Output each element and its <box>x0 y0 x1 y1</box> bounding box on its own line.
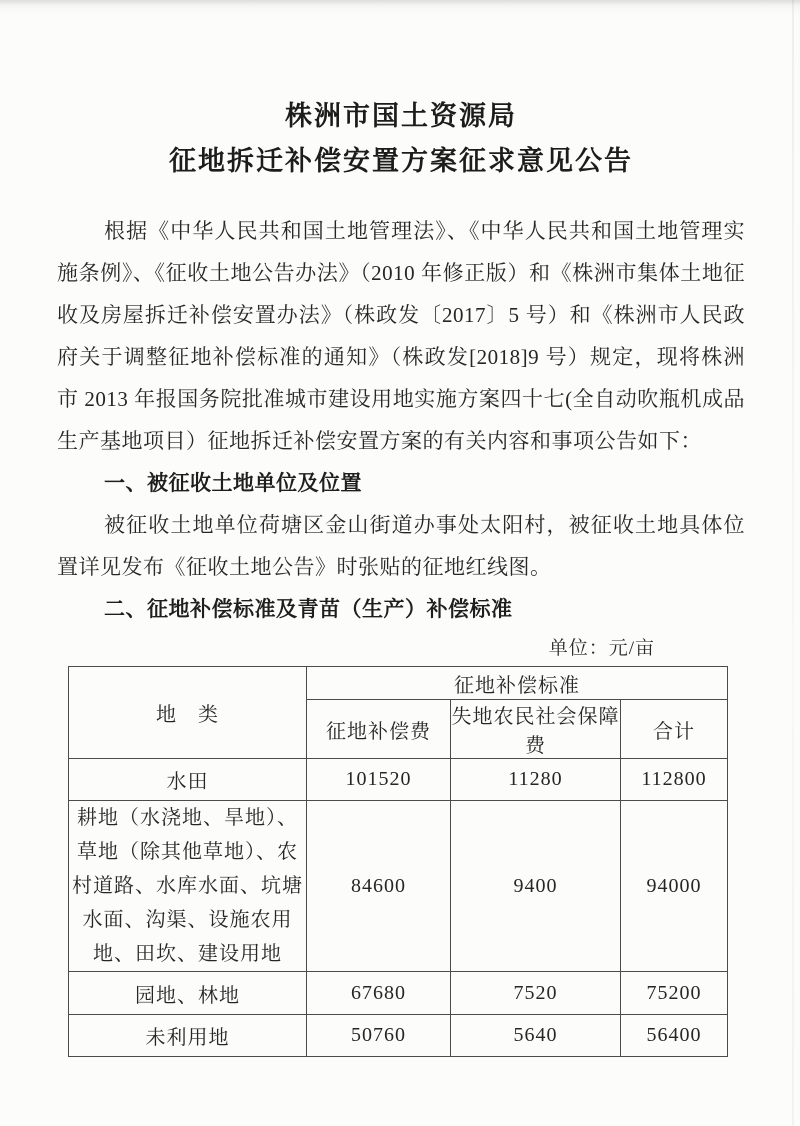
table-row-garden-forest-land <box>69 972 728 1015</box>
header-cell-land-comp-fee: 征地补偿费 <box>307 700 451 759</box>
header-cell-compensation-group: 征地补偿标准 <box>307 667 728 700</box>
table-header-row-group <box>69 667 728 700</box>
cell-value: 7520 <box>451 972 621 1015</box>
cell-value: 112800 <box>621 759 728 801</box>
cell-land-type: 耕地（水浇地、旱地）、草地（除其他草地）、农村道路、水库水面、坑塘水面、沟渠、设施农用地、田坎、建设用地 <box>69 801 307 972</box>
cell-land-type: 未利用地 <box>69 1015 307 1057</box>
cell-value: 67680 <box>307 972 451 1015</box>
section1-paragraph: 被征收土地单位荷塘区金山街道办事处太阳村，被征收土地具体位置详见发布《征收土地公告》时张贴的征地红线图。 <box>57 513 745 579</box>
cell-value: 75200 <box>621 972 728 1015</box>
header-cell-total: 合计 <box>621 700 728 759</box>
document-title-line1: 株洲市国土资源局 <box>285 101 517 131</box>
cell-value: 56400 <box>621 1015 728 1057</box>
table-row-paddy-field <box>69 759 728 801</box>
section2-heading: 二、征地补偿标准及青苗（生产）补偿标准 <box>104 597 513 621</box>
cell-value: 50760 <box>307 1015 451 1057</box>
cell-value: 5640 <box>451 1015 621 1057</box>
cell-value: 101520 <box>307 759 451 801</box>
cell-value: 11280 <box>451 759 621 801</box>
table-row-unused-land <box>69 1015 728 1057</box>
cell-value: 9400 <box>451 801 621 972</box>
compensation-standard-table <box>68 666 728 1057</box>
document-title-line2: 征地拆迁补偿安置方案征求意见公告 <box>169 146 633 176</box>
table-unit-label: 单位：元/亩 <box>548 638 655 659</box>
cell-land-type: 园地、林地 <box>69 972 307 1015</box>
section1-heading: 一、被征收土地单位及位置 <box>104 471 362 495</box>
header-cell-social-security-fee: 失地农民社会保障费 <box>451 700 621 759</box>
table-row-cultivated-land <box>69 801 728 972</box>
cell-value: 84600 <box>307 801 451 972</box>
intro-paragraph: 根据《中华人民共和国土地管理法》、《中华人民共和国土地管理实施条例》、《征收土地公告办法》（2010 年修正版）和《株洲市集体土地征收及房屋拆迁补偿安置办法》（株政发〔2017〕5 号）和《株洲市人民政府关于调整征地补偿标准的通知》（株政发[2018]9 号）规定，现将株洲市 2013 年报国务院批准城市建设用地实施方案四十七(全自动吹瓶机成品生产基地项目）征地拆迁补偿安置方案的有关内容和事项公告如下： <box>57 219 745 453</box>
cell-land-type: 水田 <box>69 759 307 801</box>
header-cell-land-type: 地 类 <box>69 667 307 759</box>
cell-value: 94000 <box>621 801 728 972</box>
